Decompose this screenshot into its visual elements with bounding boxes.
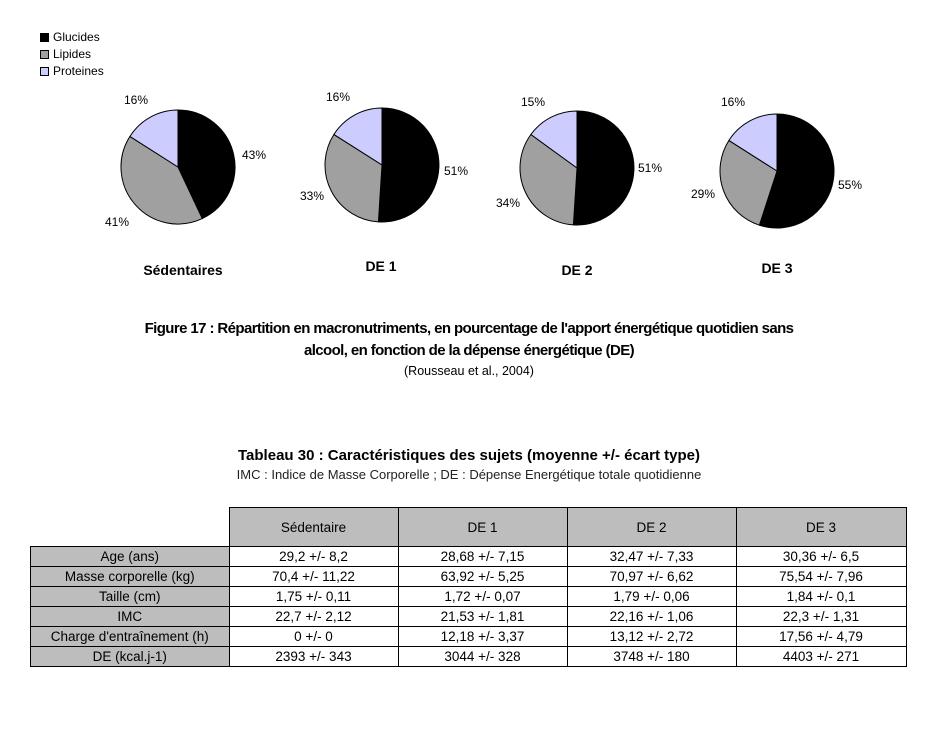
table-header-row [31, 508, 907, 547]
table-row [31, 647, 907, 667]
table-cell: 0 +/- 0 [229, 627, 398, 647]
header-sedentaire: Sédentaire [229, 508, 398, 547]
pie-label-3-lipides: 29% [690, 187, 716, 201]
pie-title-sedentaires: Sédentaires [143, 262, 223, 278]
table-cell: 63,92 +/- 5,25 [398, 567, 567, 587]
table-cell: 30,36 +/- 6,5 [736, 547, 906, 567]
figure-caption [0, 318, 938, 380]
pie-title-de1: DE 1 [365, 258, 397, 274]
pie-label-1-glucides: 51% [443, 164, 469, 178]
table-cell: 22,7 +/- 2,12 [229, 607, 398, 627]
table-cell: 1,75 +/- 0,11 [229, 587, 398, 607]
pie-charts [0, 0, 938, 300]
table-cell: 4403 +/- 271 [736, 647, 906, 667]
table-cell: 21,53 +/- 1,81 [398, 607, 567, 627]
table-cell: 22,16 +/- 1,06 [567, 607, 736, 627]
table-cell: 32,47 +/- 7,33 [567, 547, 736, 567]
pie-label-0-proteines: 16% [123, 93, 149, 107]
table-cell: 1,79 +/- 0,06 [567, 587, 736, 607]
table-row [31, 587, 907, 607]
pie-title-de3: DE 3 [761, 260, 793, 276]
row-label-charge: Charge d'entraînement (h) [31, 627, 230, 647]
subjects-table [30, 507, 907, 667]
pie-label-1-proteines: 16% [325, 90, 351, 104]
row-label-taille: Taille (cm) [31, 587, 230, 607]
table-title: Tableau 30 : Caractéristiques des sujets (moyenne +/- écart type) [238, 447, 700, 464]
figure-caption-line1: Figure 17 : Répartition en macronutriments, en pourcentage de l'apport énergétique quotidien sans [144, 320, 794, 337]
table-cell: 28,68 +/- 7,15 [398, 547, 567, 567]
table-cell: 1,84 +/- 0,1 [736, 587, 906, 607]
pie-slice-2-glucides [573, 111, 634, 225]
pie-label-2-proteines: 15% [520, 95, 546, 109]
table-row [31, 547, 907, 567]
table-row [31, 627, 907, 647]
table-subtitle: IMC : Indice de Masse Corporelle ; DE : Dépense Energétique totale quotidienne [236, 467, 702, 482]
figure-caption-source: (Rousseau et al., 2004) [404, 364, 534, 378]
legend-label-lipides: Lipides [53, 47, 92, 61]
pie-label-2-lipides: 34% [495, 196, 521, 210]
table-corner-cell [31, 508, 230, 547]
header-de2: DE 2 [567, 508, 736, 547]
header-de3: DE 3 [736, 508, 906, 547]
figure-caption-line2: alcool, en fonction de la dépense énergétique (DE) [303, 342, 635, 359]
table-row [31, 607, 907, 627]
row-label-masse: Masse corporelle (kg) [31, 567, 230, 587]
row-label-de: DE (kcal.j-1) [31, 647, 230, 667]
table-cell: 3044 +/- 328 [398, 647, 567, 667]
table-cell: 13,12 +/- 2,72 [567, 627, 736, 647]
row-label-imc: IMC [31, 607, 230, 627]
table-row [31, 567, 907, 587]
pie-label-3-proteines: 16% [720, 95, 746, 109]
header-de1: DE 1 [398, 508, 567, 547]
pie-label-1-lipides: 33% [299, 189, 325, 203]
table-cell: 1,72 +/- 0,07 [398, 587, 567, 607]
table-cell: 29,2 +/- 8,2 [229, 547, 398, 567]
pie-label-2-glucides: 51% [637, 161, 663, 175]
legend-label-proteines: Proteines [53, 64, 104, 78]
pie-slice-1-glucides [378, 108, 439, 222]
table-cell: 70,97 +/- 6,62 [567, 567, 736, 587]
table-cell: 75,54 +/- 7,96 [736, 567, 906, 587]
row-label-age: Age (ans) [31, 547, 230, 567]
pie-label-0-glucides: 43% [241, 148, 267, 162]
table-cell: 22,3 +/- 1,31 [736, 607, 906, 627]
pie-label-3-glucides: 55% [837, 178, 863, 192]
table-cell: 12,18 +/- 3,37 [398, 627, 567, 647]
table-caption [0, 446, 938, 484]
pie-label-0-lipides: 41% [104, 215, 130, 229]
table-cell: 70,4 +/- 11,22 [229, 567, 398, 587]
table-cell: 3748 +/- 180 [567, 647, 736, 667]
pie-title-de2: DE 2 [561, 262, 593, 278]
legend-label-glucides: Glucides [53, 30, 100, 44]
table-cell: 2393 +/- 343 [229, 647, 398, 667]
table-cell: 17,56 +/- 4,79 [736, 627, 906, 647]
